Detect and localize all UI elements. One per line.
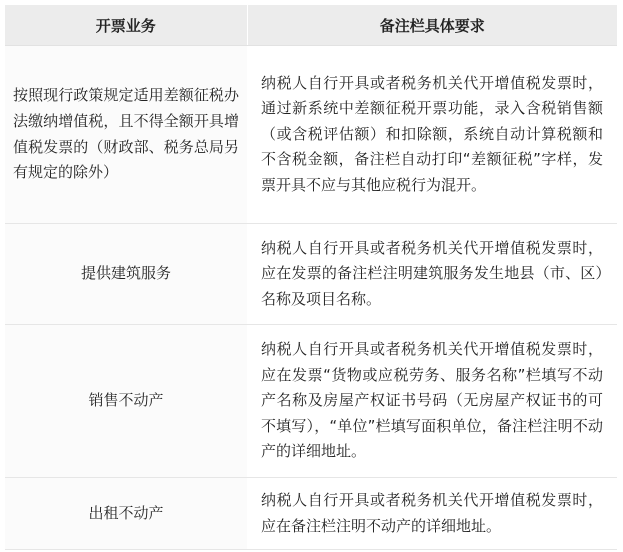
business-cell: 出租不动产 — [5, 478, 247, 550]
business-cell: 按照现行政策规定适用差额征税办法缴纳增值税，且不得全额开具增值税发票的（财政部、税务总局另有规定的除外） — [5, 46, 247, 224]
table-row — [5, 224, 617, 325]
business-cell: 提供建筑服务 — [5, 224, 247, 325]
header-business: 开票业务 — [5, 5, 247, 46]
requirement-cell: 纳税人自行开具或者税务机关代开增值税发票时，应在发票“货物或应税劳务、服务名称”栏填写不动产名称及房屋产权证书号码（无房屋产权证书的可不填写），“单位”栏填写面积单位，备注栏注明不动产的详细地址。 — [247, 325, 617, 478]
invoice-remarks-table — [5, 5, 617, 550]
table-header-row — [5, 5, 617, 46]
business-cell: 销售不动产 — [5, 325, 247, 478]
header-requirement: 备注栏具体要求 — [247, 5, 617, 46]
requirement-cell: 纳税人自行开具或者税务机关代开增值税发票时，通过新系统中差额征税开票功能，录入含税销售额（或含税评估额）和扣除额，系统自动计算税额和不含税金额，备注栏自动打印“差额征税”字样，发票开具不应与其他应税行为混开。 — [247, 46, 617, 224]
table-body — [5, 46, 617, 550]
requirement-cell: 纳税人自行开具或者税务机关代开增值税发票时，应在备注栏注明不动产的详细地址。 — [247, 478, 617, 550]
table-header — [5, 5, 617, 46]
table-row — [5, 325, 617, 478]
table-row — [5, 478, 617, 550]
requirement-cell: 纳税人自行开具或者税务机关代开增值税发票时，应在发票的备注栏注明建筑服务发生地县（市、区）名称及项目名称。 — [247, 224, 617, 325]
table-row — [5, 46, 617, 224]
